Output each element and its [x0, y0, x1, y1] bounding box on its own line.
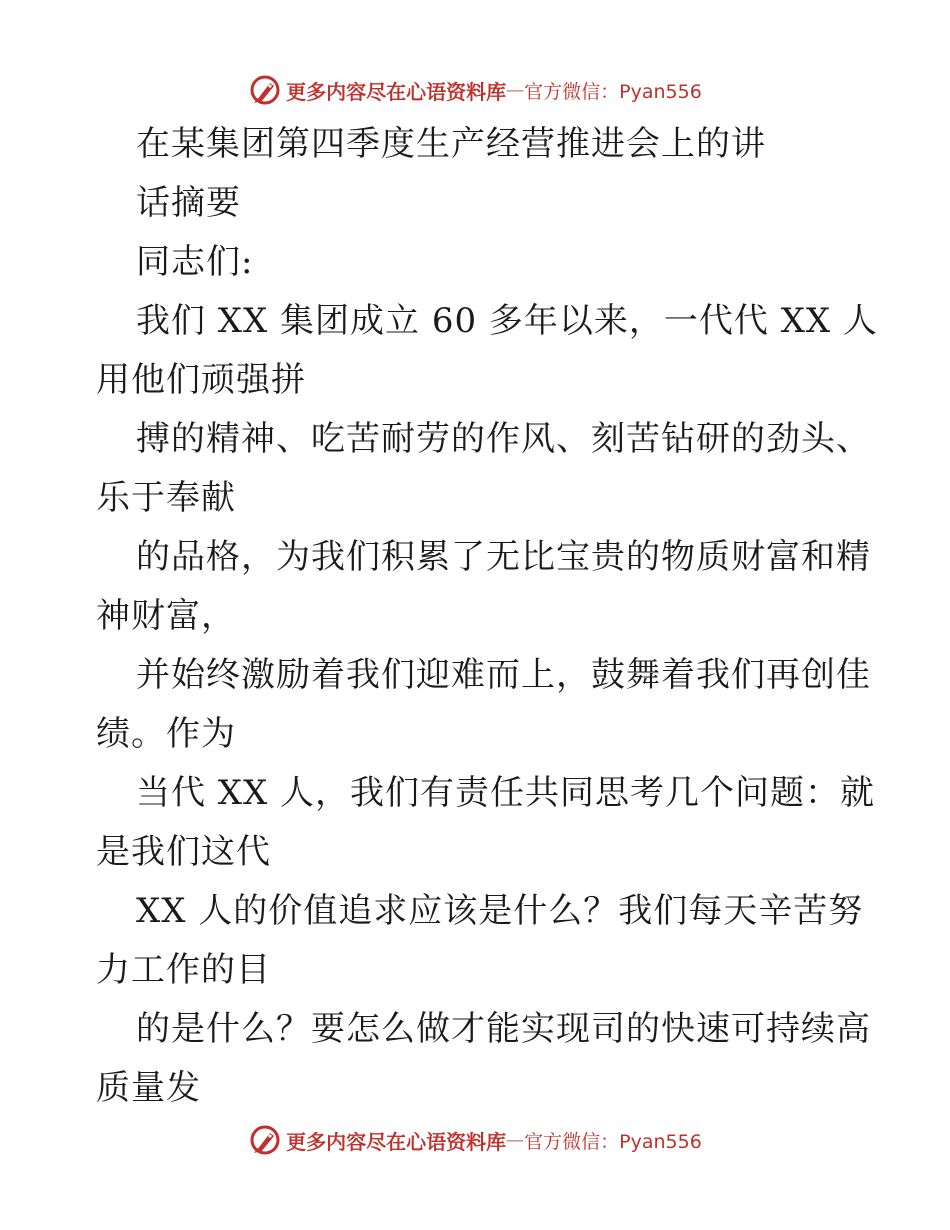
paragraph-line: 是我们这代 [96, 832, 271, 872]
paragraph-line: 绩。作为 [96, 714, 236, 754]
paragraph-line: 当代 XX 人，我们有责任共同思考几个问题：就 [136, 773, 876, 813]
banner-dash: — [506, 79, 525, 101]
pen-nib-logo-icon [248, 73, 282, 107]
salutation: 同志们: [136, 242, 254, 282]
paragraph-line: XX 人的价值追求应该是什么？我们每天辛苦努 [136, 891, 864, 931]
paragraph-line: 质量发 [96, 1068, 201, 1108]
banner-wechat: 官方微信：Pyan556 [524, 80, 702, 103]
paragraph-line: 力工作的目 [96, 950, 271, 990]
paragraph-line: 乐于奉献 [96, 478, 236, 518]
document-title-line-2: 话摘要 [136, 183, 241, 223]
banner-text: 更多内容尽在心语资料库 [286, 1129, 507, 1154]
banner-text: 更多内容尽在心语资料库 [286, 79, 507, 104]
banner-wechat: 官方微信：Pyan556 [524, 1130, 702, 1153]
footer-banner [0, 1120, 950, 1160]
banner-dash: — [506, 1129, 525, 1151]
paragraph-line: 的品格，为我们积累了无比宝贵的物质财富和精 [136, 537, 871, 577]
paragraph-line: 的是什么？要怎么做才能实现司的快速可持续高 [136, 1009, 871, 1049]
paragraph-line: 我们 XX 集团成立 60 多年以来，一代代 XX 人 [136, 301, 878, 341]
paragraph-line: 用他们顽强拼 [96, 360, 306, 400]
pen-nib-logo-icon [248, 1123, 282, 1157]
paragraph-line: 并始终激励着我们迎难而上，鼓舞着我们再创佳 [136, 655, 871, 695]
header-banner [0, 70, 950, 110]
paragraph-line: 搏的精神、吃苦耐劳的作风、刻苦钻研的劲头、 [136, 419, 871, 459]
document-body [96, 115, 878, 1118]
document-title-line-1: 在某集团第四季度生产经营推进会上的讲 [136, 124, 766, 164]
paragraph-line: 神财富， [96, 596, 236, 636]
